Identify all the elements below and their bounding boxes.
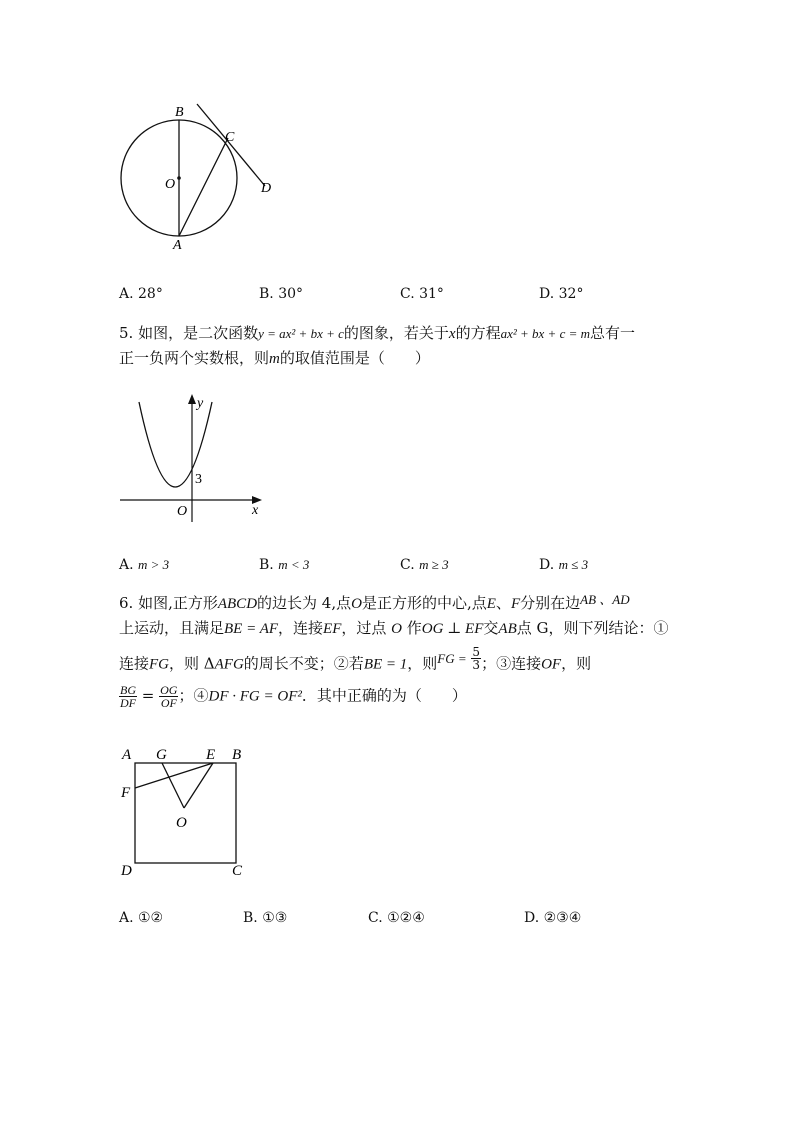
label-origin: O — [177, 504, 188, 519]
fraction-og-of: $\frac{OG}{OF}$ — [160, 683, 178, 710]
segment-fe — [135, 763, 213, 788]
q6-option-a: A. ①② — [119, 910, 164, 926]
q6-option-b: B. ①③ — [243, 910, 288, 926]
label-c: C — [225, 130, 235, 145]
label-g: G — [156, 747, 167, 763]
label-c: C — [232, 863, 243, 879]
q4-option-c: C. 31° — [400, 286, 444, 302]
label-a: A — [122, 747, 132, 763]
q6-option-d: D. ②③④ — [524, 910, 582, 926]
q6-line3: 连接FG，则 ΔAFG的周长不变；②若BE = 1，则FG = $\frac{5}{3}$ ；③连接OF，则 — [119, 645, 592, 673]
q5-option-d: D. m ≤ 3 — [539, 557, 589, 573]
label-d: D — [121, 863, 132, 879]
square-abcd — [135, 763, 236, 863]
label-e: E — [206, 747, 216, 763]
q5-line2: 正一负两个实数根，则m的取值范围是（ ） — [119, 349, 430, 367]
q4-option-d: D. 32° — [539, 286, 584, 302]
label-f: F — [121, 785, 131, 801]
label-o: O — [165, 177, 176, 192]
label-b: B — [175, 105, 184, 120]
q5-option-c: C. m ≥ 3 — [400, 557, 449, 573]
q6-line2: 上运动，且满足BE = AF，连接EF，过点 O 作OG ⊥ EF交AB点 G，则下列结论：① — [119, 619, 669, 637]
q4-option-b: B. 30° — [259, 286, 304, 302]
q6-line4: $\frac{BG}{DF}$ = $\frac{OG}{OF}$ ；④DF · FG = OF²．其中正确的为（ ） — [120, 683, 467, 710]
square-figure — [115, 740, 255, 882]
label-o: O — [176, 815, 187, 831]
label-three: 3 — [195, 472, 202, 487]
label-y: y — [197, 396, 204, 411]
parabola-figure — [115, 390, 275, 530]
tangent-line — [197, 104, 265, 186]
q6-line1: 6. 如图,正方形ABCD的边长为 4,点O是正方形的中心,点E、F分别在边AB 、AD — [119, 592, 630, 612]
segment-oe — [184, 763, 213, 808]
y-axis-arrow — [188, 394, 196, 404]
center-point — [177, 176, 181, 180]
circle-tangent-figure — [110, 95, 290, 260]
label-d: D — [261, 181, 272, 196]
q5-option-b: B. m < 3 — [259, 557, 310, 573]
q4-option-a: A. 28° — [119, 286, 163, 302]
fraction-five-thirds: $\frac{5}{3}$ — [472, 645, 481, 672]
segment-go — [162, 763, 184, 808]
q5-line1: 5. 如图，是二次函数y = ax² + bx + c的图象，若关于x的方程ax² + bx + c = m总有一 — [119, 324, 636, 342]
label-b: B — [232, 747, 242, 763]
q5-option-a: A. m > 3 — [119, 557, 170, 573]
q6-option-c: C. ①②④ — [368, 910, 425, 926]
label-x: x — [252, 503, 259, 518]
fraction-bg-df: $\frac{BG}{DF}$ — [120, 683, 136, 710]
label-a: A — [173, 238, 182, 253]
chord-ac — [179, 138, 228, 236]
